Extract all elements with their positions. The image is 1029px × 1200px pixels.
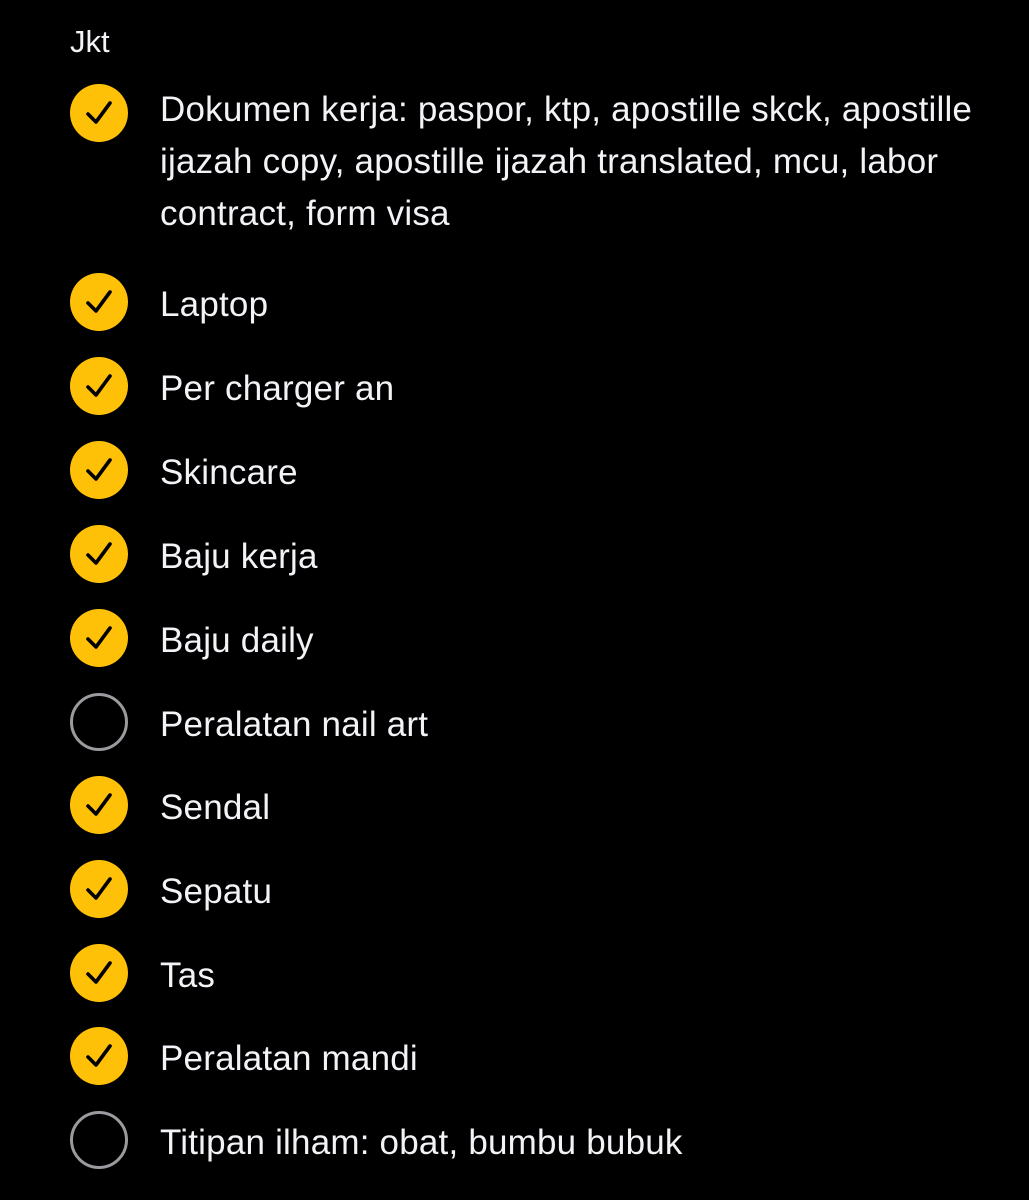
checkmark-icon [70, 273, 128, 331]
empty-circle-icon[interactable] [70, 693, 128, 751]
item-label[interactable]: Laptop [160, 285, 269, 324]
item-label[interactable]: Dokumen kerja: paspor, ktp, apostille skck, apostille ijazah copy, apostille ijazah translated, mcu, labor contract, form visa [160, 90, 973, 233]
checkmark-icon [70, 525, 128, 583]
check-circle-icon[interactable] [70, 84, 128, 142]
checkmark-icon [70, 860, 128, 918]
check-circle-icon[interactable] [70, 609, 128, 667]
checkmark-icon [70, 1027, 128, 1085]
empty-circle-icon[interactable] [70, 1111, 128, 1169]
item-label[interactable]: Peralatan mandi [160, 1039, 418, 1078]
check-circle-icon[interactable] [70, 1027, 128, 1085]
checkmark-icon [70, 944, 128, 1002]
check-circle-icon[interactable] [70, 441, 128, 499]
item-label[interactable]: Baju daily [160, 621, 314, 660]
item-label[interactable]: Tas [160, 956, 216, 995]
item-label[interactable]: Skincare [160, 453, 298, 492]
item-label[interactable]: Titipan ilham: obat, bumbu bubuk [160, 1123, 683, 1162]
check-circle-icon[interactable] [70, 776, 128, 834]
list-title: Jkt [70, 24, 110, 59]
item-label[interactable]: Peralatan nail art [160, 705, 429, 744]
checkmark-icon [70, 609, 128, 667]
check-circle-icon[interactable] [70, 273, 128, 331]
item-label[interactable]: Per charger an [160, 369, 395, 408]
checkmark-icon [70, 84, 128, 142]
check-circle-icon[interactable] [70, 944, 128, 1002]
item-label[interactable]: Sepatu [160, 872, 273, 911]
checkmark-icon [70, 776, 128, 834]
item-label[interactable]: Sendal [160, 788, 271, 827]
check-circle-icon[interactable] [70, 357, 128, 415]
checkmark-icon [70, 441, 128, 499]
item-label[interactable]: Baju kerja [160, 537, 318, 576]
checkmark-icon [70, 357, 128, 415]
check-circle-icon[interactable] [70, 860, 128, 918]
check-circle-icon[interactable] [70, 525, 128, 583]
